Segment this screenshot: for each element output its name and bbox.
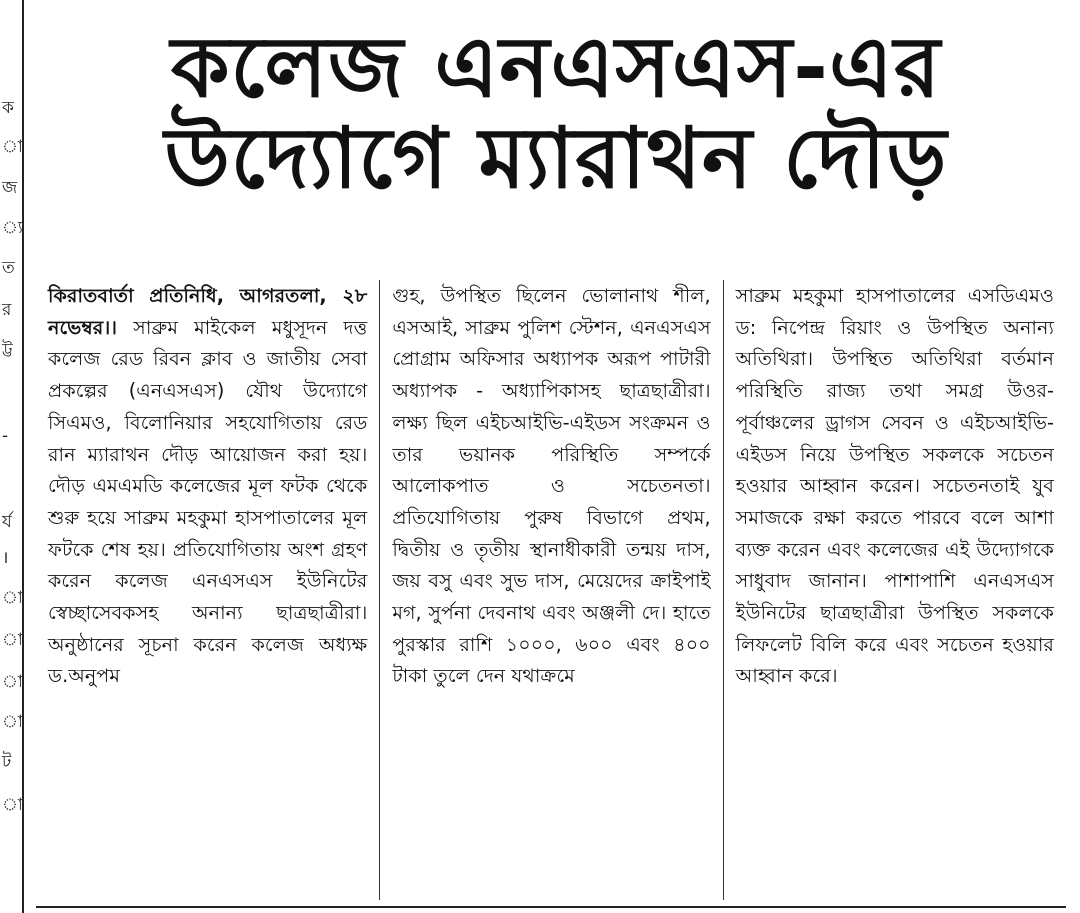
edge-char: ত — [2, 258, 15, 278]
bottom-divider — [36, 906, 1066, 908]
paragraph — [48, 280, 367, 692]
edge-char: া — [2, 672, 23, 692]
article-column-3 — [723, 280, 1066, 900]
edge-char: ট্ট — [2, 340, 13, 360]
edge-char: । — [2, 548, 9, 568]
edge-char: ক — [2, 98, 14, 118]
adjacent-column-fragment — [0, 0, 24, 913]
edge-char: া — [2, 712, 23, 732]
headline-line-2: উদ্যোগে ম্যারাথন দৌড় — [164, 108, 948, 207]
column-3-text: সাব্রুম মহকুমা হাসপাতালের এসডিএমও ড: নিপেন্দ্র রিয়াং ও উপস্থিত অনান্য অতিথিরা। উপস্থিত অতিথিরা বর্তমান পরিস্থিতি রাজ্য তথা সমগ্র উওর-পূর্বাঞ্চলের ড্রাগস সেবন ও এইচআইভি-এইডস নিয়ে উপস্থিত সকলকে সচেতন হওয়ার আহ্বান করেন। সচেতনতাই যুব সমাজকে রক্ষা করতে পারবে বলে আশা ব্যক্ত করেন এবং কলেজের এই উদ্যোগকে সাধুবাদ জানান। পাশাপাশি এনএসএস ইউনিটের ছাত্রছাত্রীরা উপস্থিত সকলকে লিফলেট বিলি করে এবং সচেতন হওয়ার আহ্বান করে। — [735, 284, 1054, 688]
edge-char: - — [2, 426, 9, 446]
dateline: কিরাতবার্তা প্রতিনিধি, আগরতলা, ২৮ নভেম্বর।। — [48, 284, 368, 339]
edge-char: া — [2, 630, 23, 650]
headline-line-1: কলেজ এনএসএস-এর — [170, 18, 942, 116]
article-column-1 — [36, 280, 379, 900]
edge-char: র্য — [2, 512, 12, 532]
edge-char: ্য — [2, 218, 23, 238]
article-column-2 — [379, 280, 722, 900]
headline — [36, 18, 1076, 207]
edge-char: জ — [2, 178, 18, 198]
article-body — [36, 280, 1066, 900]
column-2-text: গুহ, উপস্থিত ছিলেন ভোলানাথ শীল, এসআই, সাব্রুম পুলিশ স্টেশন, এনএসএস প্রোগ্রাম অফিসার অধ্যাপক অরূপ পাটারী অধ্যাপক - অধ্যাপিকাসহ ছাত্রছাত্রীরা। লক্ষ্য ছিল এইচআইভি-এইডস সংক্রমন ও তার ভয়ানক পরিস্থিতি সম্পর্কে আলোকপাত ও সচেতনতা। প্রতিযোগিতায় পুরুষ বিভাগে প্রথম, দ্বিতীয় ও তৃতীয় স্থানাধীকারী তন্ময় দাস, জয় বসু এবং সুভ দাস, মেয়েদের ক্রাইপাই মগ, সুর্পনা দেবনাথ এবং অঞ্জলী দে। হাতে পুরস্কার রাশি ১০০০, ৬০০ এবং ৪০০ টাকা তুলে দেন যথাক্রমে — [392, 284, 711, 688]
edge-char: া — [2, 137, 23, 157]
column-1-text: সাব্রুম মাইকেল মধুসূদন দত্ত কলেজ রেড রিবন ক্লাব ও জাতীয় সেবা প্রকল্পের (এনএসএস) যৌথ উদ্যোগে সিএমও, বিলোনিয়ার সহযোগিতায় রেড রান ম্যারাথন দৌড় আয়োজন করা হয়। দৌড় এমএমডি কলেজের মূল ফটক থেকে শুরু হয়ে সাব্রুম মহকুমা হাসপাতালের মূল ফটকে শেষ হয়। প্রতিযোগিতায় অংশ গ্রহণ করেন কলেজ এনএসএস ইউনিটের স্বেচ্ছাসেবকসহ অনান্য ছাত্রছাত্রীরা। অনুষ্ঠানের সূচনা করেন কলেজ অধ্যক্ষ ড.অনুপম — [48, 315, 368, 688]
edge-char: ট — [2, 752, 12, 772]
edge-char: র — [2, 300, 12, 320]
edge-char: া — [2, 795, 23, 815]
edge-char: া — [2, 588, 23, 608]
